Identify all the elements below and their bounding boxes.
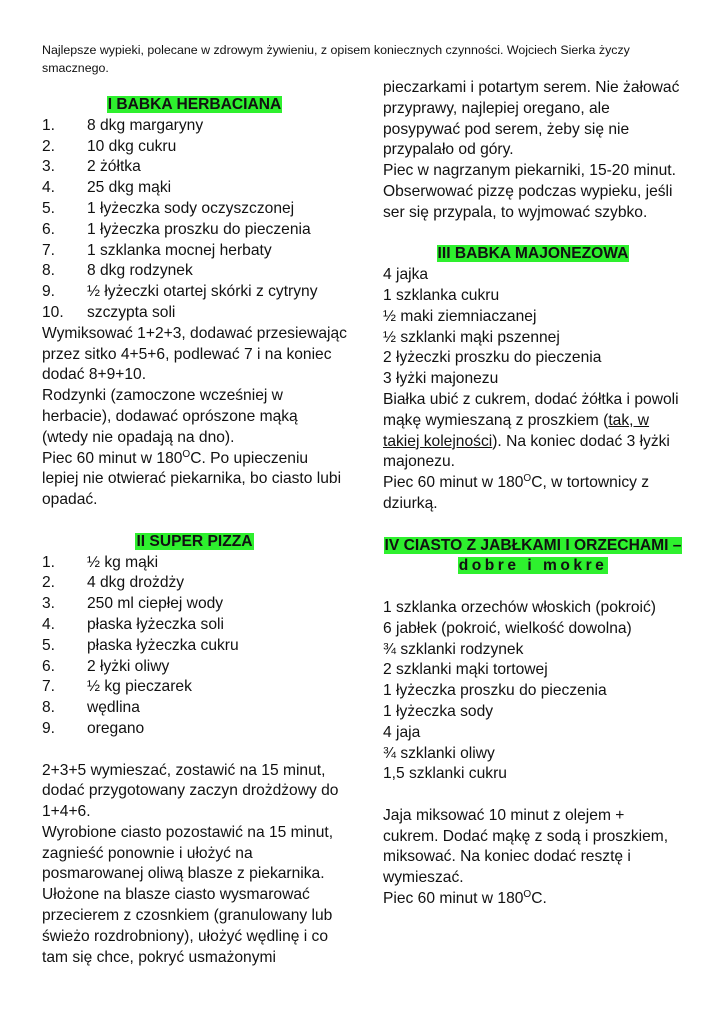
recipe2-step2: Wyrobione ciasto pozostawić na 15 minut, zagnieść ponownie i ułożyć na posmarowanej oliwą blasze z piekarnika. Ułożone na blasze ciasto wysmarować przecierem z czosnkiem (granulowany lub świeżo rozdrobniony), ułożyć wędlinę i co tam się chce, pokryć usmażonymi <box>42 823 334 966</box>
recipe2-step1: 2+3+5 wymieszać, zostawić na 15 minut, dodać przygotowany zaczyn drożdżowy do 1+4+6. <box>42 761 339 821</box>
ingredient-number: 8. <box>42 699 56 717</box>
ingredient-item <box>42 282 347 303</box>
ingredient-item <box>42 677 347 698</box>
right-column <box>383 78 683 910</box>
ingredient-number: 7. <box>42 241 56 259</box>
ingredient-line: 3 łyżki majonezu <box>383 370 499 388</box>
intro-text: Najlepsze wypieki, polecane w zdrowym żywieniu, z opisem koniecznych czynności. Wojciech Sierka życzy smacznego. <box>42 43 630 75</box>
ingredient-text: 1 łyżeczka sody oczyszczonej <box>87 199 295 217</box>
recipe2-step3: Piec w nagrzanym piekarniki, 15-20 minut. Obserwować pizzę podczas wypieku, jeśli ser się przypala, to wyjmować szybko. <box>383 162 676 221</box>
ingredient-text: płaska łyżeczka soli <box>87 615 224 633</box>
recipe4-step: Jaja miksować 10 minut z olejem + cukrem. Dodać mąkę z sodą i proszkiem, miksować. Na koniec dodać resztę i wymieszać. <box>383 806 669 887</box>
ingredient-text: 25 dkg mąki <box>87 179 172 197</box>
recipe4-title: IV CIASTO Z JABŁKAMI I ORZECHAMI – <box>384 536 682 554</box>
ingredient-number: 9. <box>42 719 56 737</box>
ingredient-item <box>42 719 347 740</box>
ingredient-line: 4 jajka <box>383 266 429 284</box>
ingredient-item <box>42 261 347 282</box>
recipe1-ingredients <box>42 116 347 324</box>
recipe1-step1: Wymiksować 1+2+3, dodawać przesiewając przez sitko 4+5+6, podlewać 7 i na koniec dodać 8+9+10. <box>42 324 347 384</box>
ingredient-text: ½ łyżeczki otartej skórki z cytryny <box>87 283 318 301</box>
ingredient-number: 5. <box>42 199 56 217</box>
ingredient-text: wędlina <box>87 699 140 717</box>
recipe4-subtitle: dobre i mokre <box>458 557 608 575</box>
ingredient-item <box>42 220 347 241</box>
ingredient-number: 4. <box>42 615 56 633</box>
ingredient-number: 2. <box>42 137 56 155</box>
ingredient-line: ¾ szklanki rodzynek <box>383 640 524 658</box>
ingredient-item <box>42 303 347 324</box>
ingredient-item <box>42 116 347 137</box>
ingredient-number: 4. <box>42 179 56 197</box>
ingredient-text: 250 ml ciepłej wody <box>87 595 224 613</box>
ingredient-number: 3. <box>42 158 56 176</box>
ingredient-number: 5. <box>42 636 56 654</box>
ingredient-line: ½ maki ziemniaczanej <box>383 307 537 325</box>
ingredient-line: 1 szklanka orzechów włoskich (pokroić) <box>383 598 656 616</box>
recipe2-step2-continued: pieczarkami i potartym serem. Nie żałować przyprawy, najlepiej oregano, ale posypywać pod serem, żeby się nie przypalało od góry. <box>383 79 680 159</box>
ingredient-number: 3. <box>42 595 56 613</box>
ingredient-line: ¾ szklanki oliwy <box>383 744 495 762</box>
ingredient-line: 2 szklanki mąki tortowej <box>383 661 548 679</box>
ingredient-item <box>42 573 347 594</box>
ingredient-line: 4 jaja <box>383 723 421 741</box>
recipe3-step: Białka ubić z cukrem, dodać żółtka i powoli mąkę wymieszaną z proszkiem (tak, w takiej kolejności). Na koniec dodać 3 łyżki majonezu. <box>383 390 679 471</box>
ingredient-text: 1 łyżeczka proszku do pieczenia <box>87 220 311 238</box>
recipe2-ingredients <box>42 553 347 740</box>
ingredient-text: 1 szklanka mocnej herbaty <box>87 241 272 259</box>
ingredient-line: 1 łyżeczka sody <box>383 702 494 720</box>
recipe3-title: III BABKA MAJONEZOWA <box>437 245 629 263</box>
ingredient-line: 6 jabłek (pokroić, wielkość dowolna) <box>383 619 632 637</box>
recipe4-ingredients <box>383 598 683 785</box>
ingredient-number: 8. <box>42 262 56 280</box>
ingredient-item <box>42 553 347 574</box>
ingredient-item <box>42 137 347 158</box>
recipe1-title: I BABKA HERBACIANA <box>107 96 282 113</box>
ingredient-line: 2 łyżeczki proszku do pieczenia <box>383 349 602 367</box>
ingredient-text: 2 żółtka <box>87 158 141 176</box>
ingredient-text: ½ kg pieczarek <box>87 678 192 696</box>
ingredient-text: szczypta soli <box>87 303 176 321</box>
ingredient-item <box>42 178 347 199</box>
ingredient-text: 8 dkg margaryny <box>87 116 204 134</box>
ingredient-text: 4 dkg drożdży <box>87 574 185 592</box>
ingredient-number: 6. <box>42 657 56 675</box>
ingredient-number: 10. <box>42 303 64 321</box>
ingredient-line: 1,5 szklanki cukru <box>383 765 507 783</box>
ingredient-item <box>42 636 347 657</box>
recipe1-bake: Piec 60 minut w $180^OC$. Po upieczeniu lepiej nie otwierać piekarnika, bo ciasto lubi opadać. <box>42 448 342 509</box>
ingredient-line: 1 szklanka cukru <box>383 286 500 304</box>
ingredient-text: 10 dkg cukru <box>87 137 177 155</box>
ingredient-number: 1. <box>42 553 56 571</box>
ingredient-number: 7. <box>42 678 56 696</box>
ingredient-line: 1 łyżeczka proszku do pieczenia <box>383 682 607 700</box>
ingredient-number: 9. <box>42 283 56 301</box>
ingredient-text: oregano <box>87 719 145 737</box>
ingredient-item <box>42 615 347 636</box>
recipe3-ingredients <box>383 265 683 390</box>
ingredient-item <box>42 241 347 262</box>
ingredient-text: 8 dkg rodzynek <box>87 262 193 280</box>
ingredient-item <box>42 698 347 719</box>
ingredient-item <box>42 657 347 678</box>
ingredient-text: 2 łyżki oliwy <box>87 657 170 675</box>
ingredient-number: 2. <box>42 574 56 592</box>
ingredient-number: 1. <box>42 116 56 134</box>
ingredient-line: ½ szklanki mąki pszennej <box>383 328 560 346</box>
ingredient-item <box>42 199 347 220</box>
ingredient-number: 6. <box>42 220 56 238</box>
recipe2-title: II SUPER PIZZA <box>136 532 253 550</box>
left-column <box>42 95 347 968</box>
recipe1-step2: Rodzynki (zamoczone wcześniej w herbacie), dodawać oprószone mąką (wtedy nie opadają na dno). <box>42 387 298 446</box>
ingredient-item <box>42 157 347 178</box>
ingredient-text: płaska łyżeczka cukru <box>87 636 239 654</box>
recipe3-bake: Piec 60 minut w $180^OC$, w tortownicy z dziurką. <box>383 473 650 512</box>
ingredient-text: ½ kg mąki <box>87 553 159 571</box>
recipe4-bake: Piec 60 minut w $180^OC$. <box>383 889 547 908</box>
ingredient-item <box>42 594 347 615</box>
